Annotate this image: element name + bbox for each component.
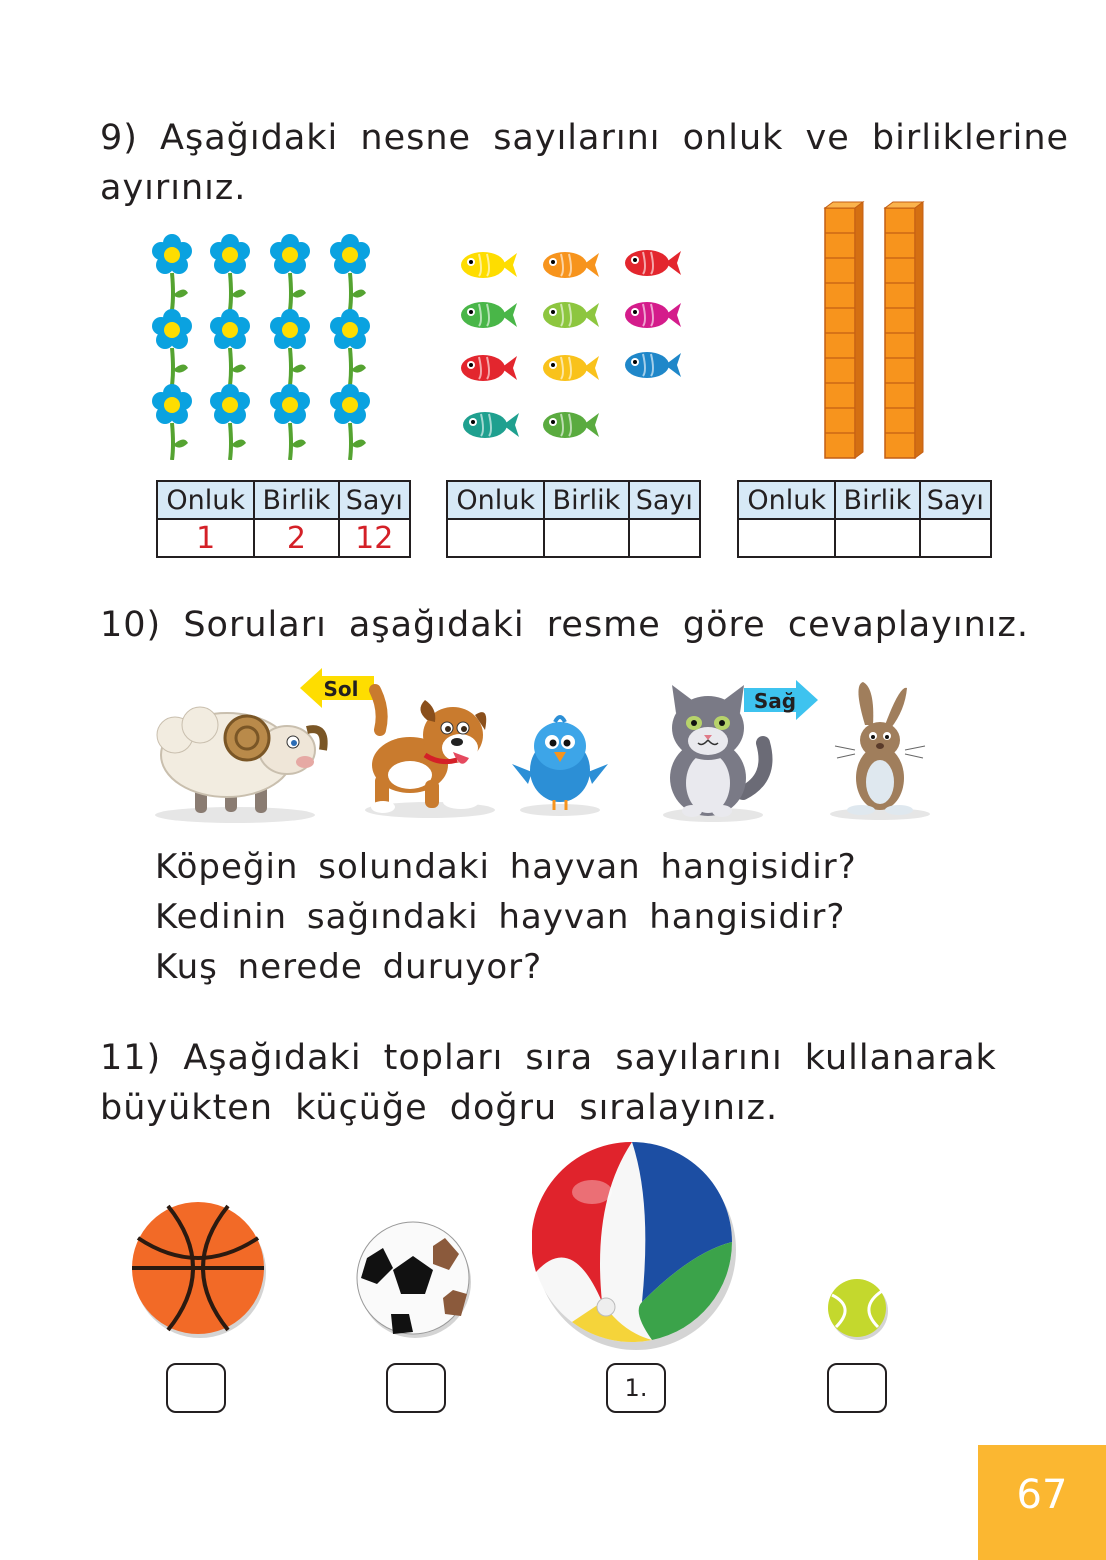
beach-ball-icon xyxy=(532,1142,742,1352)
page-number: 67 xyxy=(978,1445,1106,1560)
flower-icon xyxy=(270,309,310,385)
cell-sayi[interactable] xyxy=(629,519,700,557)
dog-icon xyxy=(365,680,500,820)
question-10-item: Kedinin sağındaki hayvan hangisidir? xyxy=(155,897,846,937)
flower-icon xyxy=(330,234,370,310)
flower-icon xyxy=(152,384,192,460)
cell-birlik[interactable] xyxy=(835,519,919,557)
question-9-line-1: 9) Aşağıdaki nesne sayılarını onluk ve birliklerine xyxy=(100,118,1070,158)
fish-group xyxy=(455,235,695,455)
fish-icon xyxy=(543,302,599,328)
place-value-table-3 xyxy=(737,480,992,558)
fish-icon xyxy=(543,355,599,381)
bird-icon xyxy=(510,712,610,817)
place-value-table-2 xyxy=(446,480,701,558)
flower-icon xyxy=(270,234,310,310)
header-birlik: Birlik xyxy=(254,481,338,519)
flower-icon xyxy=(270,384,310,460)
tennis-ball-icon xyxy=(826,1277,890,1341)
header-sayi: Sayı xyxy=(629,481,700,519)
cell-sayi[interactable] xyxy=(920,519,991,557)
answer-box-basketball[interactable] xyxy=(166,1363,226,1413)
flower-icon xyxy=(330,309,370,385)
question-9-line-2: ayırınız. xyxy=(100,168,247,208)
flower-icon xyxy=(152,234,192,310)
fish-icon xyxy=(463,412,519,438)
ten-rod-icon xyxy=(885,202,923,458)
fish-icon xyxy=(625,250,681,276)
ten-rod-icon xyxy=(825,202,863,458)
basketball-icon xyxy=(128,1198,272,1342)
question-10-item: Kuş nerede duruyor? xyxy=(155,947,543,987)
answer-box-beach-ball[interactable]: 1. xyxy=(606,1363,666,1413)
question-11-line-2: büyükten küçüğe doğru sıralayınız. xyxy=(100,1088,779,1128)
flower-icon xyxy=(330,384,370,460)
header-birlik: Birlik xyxy=(835,481,919,519)
header-onluk: Onluk xyxy=(447,481,544,519)
question-10-line: 10) Soruları aşağıdaki resme göre cevaplayınız. xyxy=(100,605,1030,645)
flowers-group xyxy=(140,225,390,460)
header-birlik: Birlik xyxy=(544,481,628,519)
fish-icon xyxy=(543,252,599,278)
header-onluk: Onluk xyxy=(157,481,254,519)
header-sayi: Sayı xyxy=(920,481,991,519)
question-10-title xyxy=(100,600,1029,650)
cell-sayi[interactable]: 12 xyxy=(339,519,410,557)
ten-rods-group xyxy=(820,200,930,465)
fish-icon xyxy=(625,352,681,378)
answer-box-soccer-ball[interactable] xyxy=(386,1363,446,1413)
answer-box-tennis-ball[interactable] xyxy=(827,1363,887,1413)
flower-icon xyxy=(152,309,192,385)
right-arrow-label: Sağ xyxy=(753,689,797,713)
fish-icon xyxy=(625,302,681,328)
cell-birlik[interactable] xyxy=(544,519,628,557)
fish-icon xyxy=(461,252,517,278)
flower-icon xyxy=(210,309,250,385)
flower-icon xyxy=(210,234,250,310)
left-arrow-label: Sol xyxy=(323,677,359,701)
cell-onluk[interactable]: 1 xyxy=(157,519,254,557)
fish-icon xyxy=(461,302,517,328)
header-onluk: Onluk xyxy=(738,481,835,519)
rabbit-icon xyxy=(825,680,935,822)
header-sayi: Sayı xyxy=(339,481,410,519)
cell-birlik[interactable]: 2 xyxy=(254,519,338,557)
cat-icon xyxy=(658,683,773,823)
soccer-ball-icon xyxy=(353,1218,475,1340)
fish-icon xyxy=(461,355,517,381)
question-11-title xyxy=(100,1033,997,1133)
flower-icon xyxy=(210,384,250,460)
question-9-title xyxy=(100,113,1069,213)
cell-onluk[interactable] xyxy=(738,519,835,557)
question-10-item: Köpeğin solundaki hayvan hangisidir? xyxy=(155,847,857,887)
fish-icon xyxy=(543,412,599,438)
cell-onluk[interactable] xyxy=(447,519,544,557)
sheep-icon xyxy=(155,690,330,825)
place-value-table-1 xyxy=(156,480,411,558)
question-11-line-1: 11) Aşağıdaki topları sıra sayılarını kullanarak xyxy=(100,1038,997,1078)
question-10-list xyxy=(155,842,857,992)
